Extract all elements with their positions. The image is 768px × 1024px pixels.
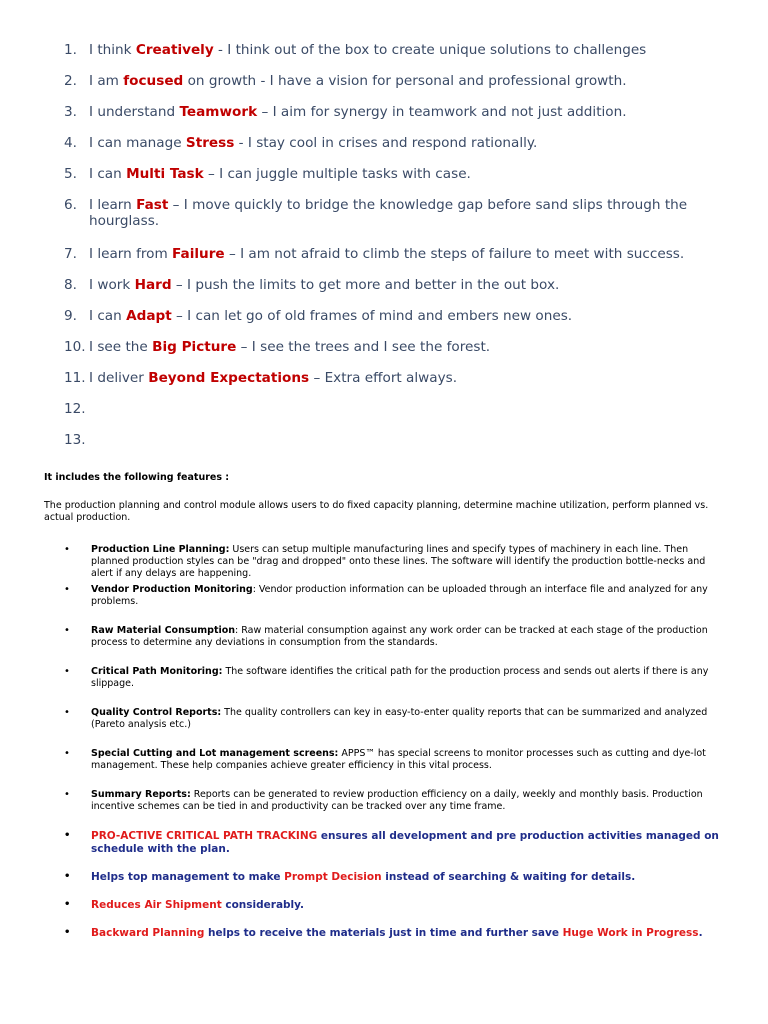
list-item: • Quality Control Reports: The quality controllers can key in easy-to-enter quality reports that can be summarized and analyzed (Pareto analysis etc.) <box>64 707 708 730</box>
item-number: 1. <box>64 42 77 58</box>
list-item: 11. I deliver Beyond Expectations – Extra effort always. <box>64 370 458 386</box>
item-number: 8. <box>64 277 77 293</box>
bullet: • <box>64 584 70 595</box>
highlight-item: • Reduces Air Shipment considerably. <box>64 899 305 911</box>
keyword: Failure <box>172 246 225 262</box>
bullet: • <box>64 927 71 938</box>
highlight-item: • Backward Planning helps to receive the materials just in time and further save Huge Work in Progress. <box>64 927 703 939</box>
list-item <box>64 401 744 417</box>
bullet: • <box>64 899 71 910</box>
list-item: • Critical Path Monitoring: The software identifies the critical path for the production process and sends out alerts if there is any slippage. <box>64 666 709 689</box>
features-heading: It includes the following features : <box>44 472 230 483</box>
list-item: 3. I understand Teamwork – I aim for synergy in teamwork and not just addition. <box>64 104 627 120</box>
item-number: 12. <box>64 401 86 417</box>
item-number: 4. <box>64 135 77 151</box>
keyword: Multi Task <box>126 166 204 182</box>
keyword: Creatively <box>135 42 214 58</box>
item-number: 6. <box>64 197 77 213</box>
list-item: • Vendor Production Monitoring: Vendor production information can be uploaded through an interface file and analyzed for any problems. <box>64 584 708 607</box>
highlight-keyword: Prompt Decision <box>284 871 382 883</box>
bullet: • <box>64 830 71 841</box>
item-number: 2. <box>64 73 77 89</box>
highlight-item: • PRO-ACTIVE CRITICAL PATH TRACKING ensures all development and pre production activities managed on schedule with the plan. <box>64 830 719 855</box>
keyword: Adapt <box>126 308 172 324</box>
features-list <box>64 544 728 940</box>
item-number: 9. <box>64 308 77 324</box>
item-number: 10. <box>64 339 86 355</box>
highlight-keyword: Huge Work in Progress <box>562 927 699 939</box>
keyword: Fast <box>136 197 169 213</box>
bullet: • <box>64 748 70 759</box>
list-item: 8. I work Hard – I push the limits to get more and better in the out box. <box>64 277 560 293</box>
keyword: Beyond Expectations <box>148 370 310 386</box>
list-item: 5. I can Multi Task – I can juggle multiple tasks with case. <box>64 166 471 182</box>
bullet: • <box>64 707 70 718</box>
list-item: • Raw Material Consumption: Raw material consumption against any work order can be tracked at each stage of the production process to determine any deviations in consumption from the standards. <box>64 625 708 648</box>
feature-term: Critical Path Monitoring: <box>91 666 223 677</box>
list-item: • Production Line Planning: Users can setup multiple manufacturing lines and specify types of machinery in each line. Then planned production styles can be "drag and dropped" onto these lines. The software will identify the production bottle-necks and alert if any delays are happening. <box>64 544 706 579</box>
highlight-keyword: Backward Planning <box>91 927 205 939</box>
item-number: 7. <box>64 246 77 262</box>
keyword: Hard <box>134 277 172 293</box>
list-item: 1. I think Creatively - I think out of the box to create unique solutions to challenges <box>64 42 647 58</box>
feature-term: Quality Control Reports: <box>91 707 222 718</box>
keyword: Teamwork <box>179 104 258 120</box>
feature-term: Production Line Planning: <box>91 544 230 555</box>
keyword: focused <box>123 73 184 89</box>
list-item: 2. I am focused on growth - I have a vision for personal and professional growth. <box>64 73 627 89</box>
list-item <box>64 432 744 448</box>
list-item: • Summary Reports: Reports can be generated to review production efficiency on a daily, weekly and monthly basis. Production incentive schemes can be tied in and productivity can be tracked over any time frame. <box>64 789 703 812</box>
bullet: • <box>64 871 71 882</box>
strengths-list <box>64 42 744 463</box>
list-item: 10. I see the Big Picture – I see the trees and I see the forest. <box>64 339 491 355</box>
bullet: • <box>64 625 70 636</box>
keyword: Stress <box>185 135 235 151</box>
features-intro: The production planning and control module allows users to do fixed capacity planning, determine machine utilization, perform planned vs. actual production. <box>44 500 709 523</box>
highlight-keyword: Reduces Air Shipment <box>91 899 222 911</box>
feature-term: Vendor Production Monitoring <box>91 584 253 595</box>
item-number: 3. <box>64 104 77 120</box>
highlight-item: • Helps top management to make Prompt Decision instead of searching & waiting for details. <box>64 871 636 883</box>
list-item: 9. I can Adapt – I can let go of old frames of mind and embers new ones. <box>64 308 573 324</box>
bullet: • <box>64 666 70 677</box>
feature-term: Raw Material Consumption <box>91 625 236 636</box>
item-number: 13. <box>64 432 86 448</box>
list-item: • Special Cutting and Lot management screens: APPS™ has special screens to monitor processes such as cutting and dye-lot management. These help companies achieve greater efficiency in this vital process. <box>64 748 706 771</box>
bullet: • <box>64 789 70 800</box>
list-item: 4. I can manage Stress - I stay cool in crises and respond rationally. <box>64 135 538 151</box>
item-number: 5. <box>64 166 77 182</box>
feature-term: Summary Reports: <box>91 789 191 800</box>
keyword: Big Picture <box>152 339 237 355</box>
item-number: 11. <box>64 370 86 386</box>
feature-term: Special Cutting and Lot management screens: <box>91 748 339 759</box>
list-item: 6. I learn Fast – I move quickly to bridge the knowledge gap before sand slips through the hourglass. <box>64 197 688 229</box>
highlight-keyword: PRO-ACTIVE CRITICAL PATH TRACKING <box>91 830 318 842</box>
bullet: • <box>64 544 70 555</box>
list-item: 7. I learn from Failure – I am not afraid to climb the steps of failure to meet with success. <box>64 246 685 262</box>
